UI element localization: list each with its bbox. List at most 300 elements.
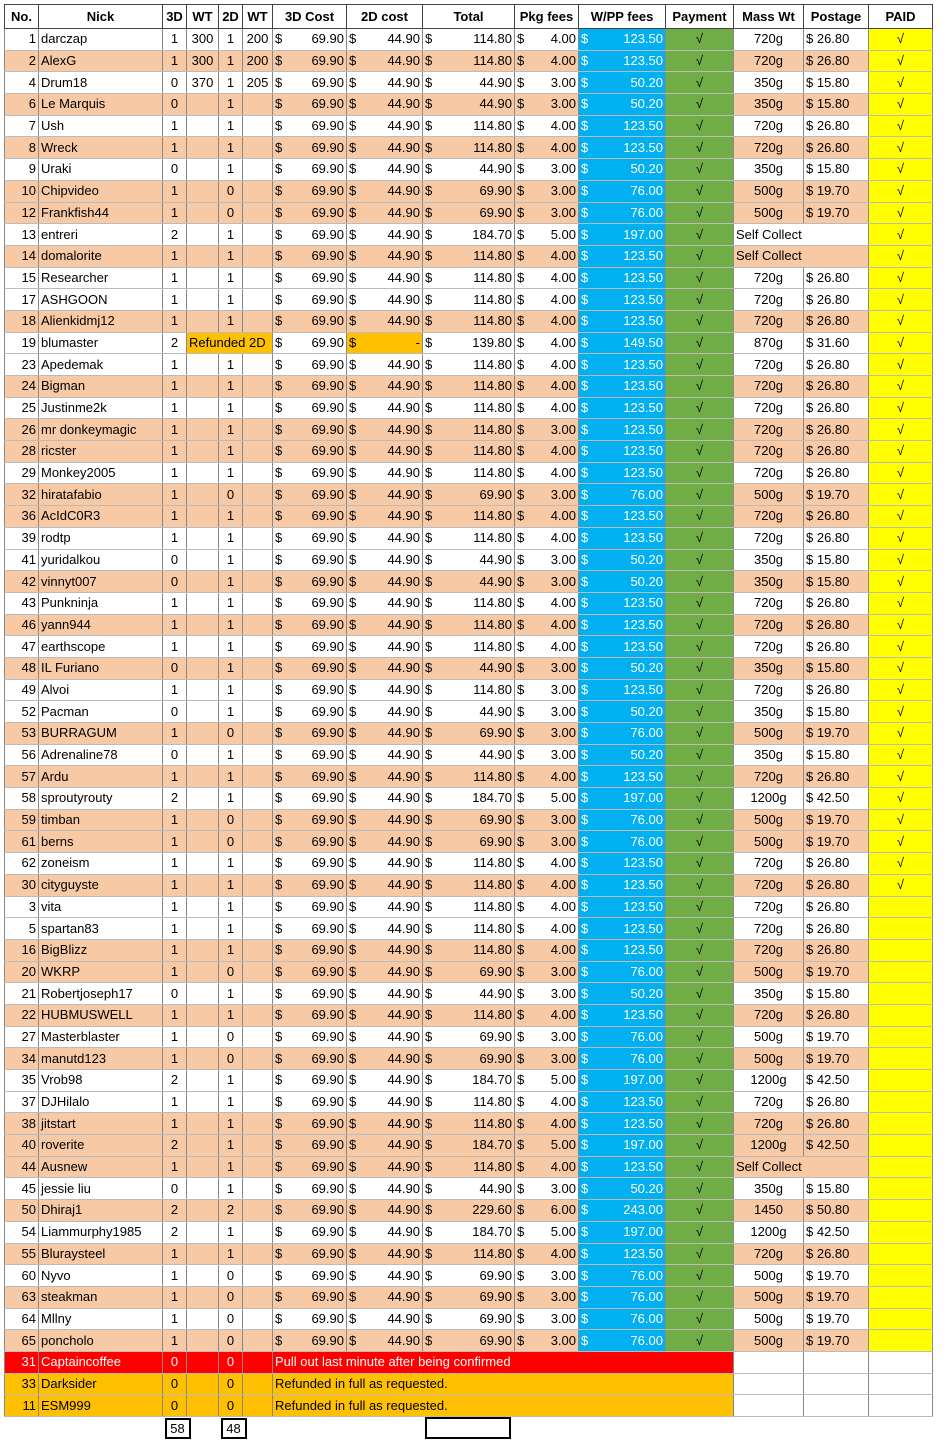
cell-wt[interactable] [187,137,219,159]
cell-payment[interactable]: √ [666,29,734,51]
cell-nick[interactable]: rodtp [39,527,163,549]
cell-2d[interactable]: 1 [219,679,243,701]
cell-total[interactable] [423,289,515,311]
cell-no[interactable]: 65 [5,1330,39,1352]
cell-wt[interactable] [187,1351,219,1373]
cell-pkg-fees[interactable] [515,1178,579,1200]
cell-wt[interactable] [187,245,219,267]
cell-mass-wt[interactable]: 720g [734,50,804,72]
cell-2d-cost[interactable] [347,571,423,593]
cell-2d-cost[interactable] [347,874,423,896]
cell-paid[interactable] [869,1135,933,1157]
cell-paid[interactable]: √ [869,701,933,723]
cell-2d[interactable]: 1 [219,896,243,918]
cell-pkg-fees[interactable] [515,484,579,506]
cell-postage[interactable]: $ 15.80 [804,94,869,116]
cell-paid[interactable] [869,1178,933,1200]
cell-pkg-fees[interactable] [515,614,579,636]
cell-payment[interactable]: √ [666,571,734,593]
cell-3d-cost[interactable] [273,1026,347,1048]
cell-total[interactable] [423,918,515,940]
cell-wt2[interactable] [243,202,273,224]
cell-nick[interactable]: Nyvo [39,1265,163,1287]
cell-wpp-fees[interactable] [579,202,666,224]
cell-2d-cost[interactable] [347,614,423,636]
cell-nick[interactable]: hiratafabio [39,484,163,506]
cell-total[interactable] [423,679,515,701]
cell-no[interactable]: 1 [5,29,39,51]
cell-postage[interactable]: $ 26.80 [804,853,869,875]
col-header-nick[interactable]: Nick [39,5,163,29]
cell-no[interactable]: 41 [5,549,39,571]
cell-wt[interactable] [187,1286,219,1308]
cell-pkg-fees[interactable] [515,310,579,332]
cell-2d-cost[interactable] [347,961,423,983]
cell-paid[interactable] [869,896,933,918]
cell-wt2[interactable] [243,1243,273,1265]
cell-wt2[interactable] [243,245,273,267]
cell-wt[interactable] [187,1265,219,1287]
cell-wt2[interactable] [243,137,273,159]
cell-3d[interactable]: 1 [163,1004,187,1026]
cell-paid[interactable] [869,1113,933,1135]
cell-pkg-fees[interactable] [515,267,579,289]
cell-paid[interactable]: √ [869,809,933,831]
cell-3d[interactable]: 1 [163,50,187,72]
cell-pkg-fees[interactable] [515,1091,579,1113]
cell-payment[interactable]: √ [666,1265,734,1287]
cell-wt[interactable] [187,549,219,571]
cell-postage[interactable]: $ 26.80 [804,397,869,419]
cell-paid[interactable]: √ [869,224,933,246]
cell-wt[interactable] [187,267,219,289]
cell-wt2[interactable] [243,1156,273,1178]
cell-wt2[interactable] [243,354,273,376]
cell-2d[interactable]: 0 [219,1351,243,1373]
cell-mass-wt[interactable]: 1200g [734,1070,804,1092]
cell-total-3d[interactable] [163,1417,219,1440]
cell-nick[interactable]: Masterblaster [39,1026,163,1048]
cell-3d-cost[interactable] [273,874,347,896]
cell-wt[interactable] [187,1156,219,1178]
cell-3d[interactable]: 1 [163,115,187,137]
cell-payment[interactable]: √ [666,1178,734,1200]
cell-no[interactable]: 59 [5,809,39,831]
cell-pkg-fees[interactable] [515,1265,579,1287]
cell-wpp-fees[interactable] [579,571,666,593]
cell-paid[interactable]: √ [869,354,933,376]
cell-postage[interactable]: $ 26.80 [804,115,869,137]
cell-no[interactable]: 42 [5,571,39,593]
cell-no[interactable]: 37 [5,1091,39,1113]
cell-wpp-fees[interactable] [579,636,666,658]
cell-total[interactable] [423,1026,515,1048]
cell-total[interactable] [423,159,515,181]
cell-wt[interactable] [187,376,219,398]
cell-2d[interactable]: 1 [219,527,243,549]
cell-mass-wt[interactable]: 1200g [734,788,804,810]
cell-2d-cost[interactable] [347,376,423,398]
cell-wpp-fees[interactable] [579,874,666,896]
cell-3d-cost[interactable] [273,94,347,116]
cell-wt2[interactable] [243,419,273,441]
cell-pkg-fees[interactable] [515,224,579,246]
cell-wpp-fees[interactable] [579,441,666,463]
cell-2d[interactable]: 0 [219,1286,243,1308]
cell-3d-cost[interactable] [273,853,347,875]
cell-total[interactable] [423,831,515,853]
cell-paid[interactable] [869,1156,933,1178]
cell-3d-cost[interactable] [273,1221,347,1243]
cell-2d-cost[interactable] [347,137,423,159]
cell-mass-wt[interactable]: 720g [734,419,804,441]
cell-no[interactable]: 24 [5,376,39,398]
cell-2d-cost[interactable] [347,484,423,506]
cell-no[interactable]: 27 [5,1026,39,1048]
cell-pkg-fees[interactable] [515,441,579,463]
cell-payment[interactable]: √ [666,354,734,376]
cell-paid[interactable]: √ [869,614,933,636]
cell-nick[interactable]: BURRAGUM [39,723,163,745]
cell-wt2[interactable] [243,701,273,723]
cell-postage[interactable]: $ 26.80 [804,137,869,159]
cell-2d-cost[interactable] [347,224,423,246]
cell-2d-cost[interactable] [347,115,423,137]
cell-2d[interactable]: 1 [219,310,243,332]
cell-wt2[interactable] [243,484,273,506]
cell-wpp-fees[interactable] [579,462,666,484]
cell-wt2[interactable] [243,939,273,961]
cell-wt2[interactable] [243,657,273,679]
cell-mass-wt[interactable]: 870g [734,332,804,354]
cell-no[interactable]: 4 [5,72,39,94]
cell-nick[interactable]: Uraki [39,159,163,181]
cell-wpp-fees[interactable] [579,1135,666,1157]
cell-no[interactable]: 28 [5,441,39,463]
cell-3d[interactable]: 1 [163,527,187,549]
cell-wt[interactable] [187,506,219,528]
cell-3d[interactable]: 2 [163,1200,187,1222]
cell-status-note[interactable]: Refunded in full as requested. [273,1373,734,1395]
cell-postage[interactable] [804,1395,869,1417]
cell-wt2[interactable] [243,723,273,745]
cell-3d-cost[interactable] [273,549,347,571]
cell-postage[interactable]: $ 26.80 [804,1113,869,1135]
cell-nick[interactable]: yann944 [39,614,163,636]
cell-payment[interactable]: √ [666,376,734,398]
cell-payment[interactable]: √ [666,744,734,766]
cell-3d-cost[interactable] [273,1113,347,1135]
cell-pkg-fees[interactable] [515,50,579,72]
cell-no[interactable]: 23 [5,354,39,376]
cell-2d[interactable]: 1 [219,137,243,159]
cell-3d-cost[interactable] [273,636,347,658]
cell-total[interactable] [423,549,515,571]
cell-wpp-fees[interactable] [579,94,666,116]
cell-no[interactable]: 63 [5,1286,39,1308]
cell-2d-cost[interactable] [347,1113,423,1135]
cell-no[interactable]: 7 [5,115,39,137]
cell-wpp-fees[interactable] [579,896,666,918]
cell-total[interactable] [423,1048,515,1070]
cell-paid[interactable]: √ [869,874,933,896]
cell-no[interactable]: 40 [5,1135,39,1157]
cell-paid[interactable]: √ [869,723,933,745]
cell-no[interactable]: 8 [5,137,39,159]
cell-no[interactable]: 15 [5,267,39,289]
cell-nick[interactable]: AlexG [39,50,163,72]
cell-pkg-fees[interactable] [515,939,579,961]
cell-mass-wt[interactable]: 720g [734,115,804,137]
cell-wt2[interactable] [243,376,273,398]
cell-empty[interactable] [39,1417,163,1440]
cell-postage[interactable]: $ 26.80 [804,1243,869,1265]
cell-postage[interactable]: $ 31.60 [804,332,869,354]
cell-total[interactable] [423,939,515,961]
cell-payment[interactable]: √ [666,462,734,484]
cell-mass-wt[interactable]: 720g [734,1243,804,1265]
cell-mass-wt[interactable]: 720g [734,376,804,398]
cell-3d-cost[interactable] [273,1265,347,1287]
cell-wt2[interactable] [243,180,273,202]
cell-nick[interactable]: Captaincoffee [39,1351,163,1373]
cell-postage[interactable]: $ 15.80 [804,701,869,723]
cell-pkg-fees[interactable] [515,202,579,224]
cell-paid[interactable]: √ [869,506,933,528]
cell-no[interactable]: 21 [5,983,39,1005]
cell-paid[interactable] [869,1200,933,1222]
cell-pkg-fees[interactable] [515,159,579,181]
cell-postage[interactable]: $ 26.80 [804,679,869,701]
cell-mass-wt[interactable]: 500g [734,809,804,831]
cell-wt2[interactable] [243,159,273,181]
cell-mass-wt[interactable]: 720g [734,896,804,918]
cell-no[interactable]: 29 [5,462,39,484]
cell-no[interactable]: 49 [5,679,39,701]
cell-wt2[interactable] [243,462,273,484]
cell-2d[interactable]: 1 [219,376,243,398]
cell-pkg-fees[interactable] [515,1135,579,1157]
cell-mass-wt[interactable]: 500g [734,202,804,224]
cell-mass-wt[interactable]: 350g [734,1178,804,1200]
cell-2d[interactable]: 1 [219,788,243,810]
cell-3d[interactable]: 0 [163,571,187,593]
cell-3d-cost[interactable] [273,744,347,766]
cell-2d-cost[interactable] [347,202,423,224]
cell-wpp-fees[interactable] [579,1330,666,1352]
cell-3d[interactable]: 1 [163,1091,187,1113]
cell-wpp-fees[interactable] [579,853,666,875]
cell-wpp-fees[interactable] [579,614,666,636]
cell-2d[interactable]: 1 [219,1004,243,1026]
cell-paid[interactable]: √ [869,462,933,484]
cell-wt2[interactable]: 200 [243,29,273,51]
cell-nick[interactable]: DJHilalo [39,1091,163,1113]
cell-pkg-fees[interactable] [515,180,579,202]
cell-mass-wt[interactable]: 1450 [734,1200,804,1222]
cell-paid[interactable]: √ [869,571,933,593]
cell-3d[interactable]: 2 [163,224,187,246]
cell-2d[interactable]: 0 [219,1373,243,1395]
cell-2d-cost[interactable] [347,853,423,875]
cell-pkg-fees[interactable] [515,983,579,1005]
cell-total[interactable] [423,853,515,875]
cell-payment[interactable]: √ [666,484,734,506]
cell-paid[interactable]: √ [869,831,933,853]
cell-mass-wt[interactable]: 720g [734,679,804,701]
cell-2d-cost[interactable] [347,289,423,311]
cell-mass-wt[interactable] [734,1351,804,1373]
cell-pkg-fees[interactable] [515,723,579,745]
cell-3d-cost[interactable] [273,939,347,961]
cell-3d-cost[interactable] [273,657,347,679]
cell-3d[interactable]: 2 [163,1135,187,1157]
cell-wt[interactable] [187,1308,219,1330]
cell-postage[interactable]: $ 42.50 [804,1135,869,1157]
cell-payment[interactable]: √ [666,1070,734,1092]
cell-wpp-fees[interactable] [579,419,666,441]
cell-paid[interactable]: √ [869,657,933,679]
cell-payment[interactable]: √ [666,614,734,636]
cell-wt2[interactable] [243,831,273,853]
cell-no[interactable]: 6 [5,94,39,116]
cell-payment[interactable]: √ [666,1048,734,1070]
cell-3d-cost[interactable] [273,397,347,419]
cell-3d[interactable]: 1 [163,419,187,441]
cell-nick[interactable]: HUBMUSWELL [39,1004,163,1026]
cell-3d-cost[interactable] [273,289,347,311]
cell-mass-wt[interactable]: 720g [734,614,804,636]
cell-pkg-fees[interactable] [515,657,579,679]
cell-total[interactable] [423,50,515,72]
cell-total[interactable] [423,332,515,354]
cell-nick[interactable]: Alvoi [39,679,163,701]
cell-paid[interactable]: √ [869,484,933,506]
cell-payment[interactable]: √ [666,874,734,896]
cell-total[interactable] [423,809,515,831]
cell-paid[interactable]: √ [869,636,933,658]
cell-2d-cost[interactable] [347,1091,423,1113]
cell-postage[interactable]: $ 15.80 [804,657,869,679]
cell-no[interactable]: 22 [5,1004,39,1026]
cell-nick[interactable]: vita [39,896,163,918]
cell-postage[interactable]: $ 15.80 [804,1178,869,1200]
cell-payment[interactable]: √ [666,50,734,72]
cell-wt[interactable] [187,874,219,896]
cell-wt2[interactable] [243,592,273,614]
cell-3d[interactable]: 1 [163,874,187,896]
cell-3d-cost[interactable] [273,224,347,246]
cell-postage[interactable]: $ 26.80 [804,419,869,441]
cell-2d-cost[interactable] [347,1330,423,1352]
cell-wt2[interactable] [243,853,273,875]
cell-2d-cost[interactable] [347,506,423,528]
cell-nick[interactable]: Ardu [39,766,163,788]
cell-postage[interactable]: $ 15.80 [804,159,869,181]
cell-wt[interactable] [187,766,219,788]
cell-3d[interactable]: 1 [163,1330,187,1352]
cell-payment[interactable]: √ [666,1243,734,1265]
cell-mass-wt[interactable]: 720g [734,267,804,289]
cell-wt[interactable] [187,1178,219,1200]
cell-postage[interactable]: $ 15.80 [804,983,869,1005]
cell-paid[interactable] [869,1026,933,1048]
cell-no[interactable]: 50 [5,1200,39,1222]
cell-wpp-fees[interactable] [579,1286,666,1308]
cell-postage[interactable]: $ 26.80 [804,376,869,398]
cell-mass-wt[interactable]: Self Collect [734,1156,869,1178]
cell-2d-cost[interactable] [347,1265,423,1287]
cell-payment[interactable]: √ [666,72,734,94]
cell-3d-cost[interactable] [273,1243,347,1265]
cell-wpp-fees[interactable] [579,137,666,159]
cell-pkg-fees[interactable] [515,332,579,354]
cell-total[interactable] [423,397,515,419]
cell-wt2[interactable] [243,1351,273,1373]
cell-3d-cost[interactable] [273,202,347,224]
cell-wt[interactable] [187,918,219,940]
cell-pkg-fees[interactable] [515,766,579,788]
cell-2d[interactable]: 0 [219,1265,243,1287]
cell-3d[interactable]: 0 [163,159,187,181]
cell-paid[interactable]: √ [869,853,933,875]
cell-wpp-fees[interactable] [579,766,666,788]
cell-pkg-fees[interactable] [515,549,579,571]
cell-payment[interactable]: √ [666,332,734,354]
cell-nick[interactable]: jessie liu [39,1178,163,1200]
cell-3d-cost[interactable] [273,788,347,810]
cell-payment[interactable]: √ [666,1221,734,1243]
cell-wt2[interactable] [243,1048,273,1070]
cell-postage[interactable]: $ 26.80 [804,939,869,961]
cell-wt[interactable] [187,1330,219,1352]
cell-pkg-fees[interactable] [515,462,579,484]
cell-wt[interactable] [187,441,219,463]
cell-wt[interactable] [187,354,219,376]
cell-payment[interactable]: √ [666,983,734,1005]
cell-nick[interactable]: Dhiraj1 [39,1200,163,1222]
cell-wpp-fees[interactable] [579,1200,666,1222]
cell-total[interactable] [423,1091,515,1113]
cell-total[interactable] [423,180,515,202]
cell-total[interactable] [423,636,515,658]
cell-postage[interactable]: $ 26.80 [804,636,869,658]
cell-pkg-fees[interactable] [515,571,579,593]
cell-2d[interactable]: 1 [219,354,243,376]
cell-2d[interactable]: 0 [219,1026,243,1048]
cell-pkg-fees[interactable] [515,1308,579,1330]
cell-2d-cost[interactable] [347,1178,423,1200]
cell-pkg-fees[interactable] [515,788,579,810]
cell-2d-cost[interactable] [347,354,423,376]
cell-no[interactable]: 31 [5,1351,39,1373]
cell-total[interactable] [423,1265,515,1287]
cell-3d[interactable]: 1 [163,462,187,484]
cell-wt[interactable] [187,419,219,441]
cell-2d[interactable]: 1 [219,1243,243,1265]
cell-wpp-fees[interactable] [579,397,666,419]
cell-grand-total[interactable] [423,1417,515,1440]
cell-2d-cost[interactable] [347,1308,423,1330]
cell-nick[interactable]: BigBlizz [39,939,163,961]
cell-payment[interactable]: √ [666,527,734,549]
cell-wpp-fees[interactable] [579,224,666,246]
cell-payment[interactable]: √ [666,397,734,419]
cell-status-note[interactable]: Pull out last minute after being confirmed [273,1351,734,1373]
cell-pkg-fees[interactable] [515,1221,579,1243]
cell-no[interactable]: 2 [5,50,39,72]
cell-postage[interactable]: $ 26.80 [804,462,869,484]
